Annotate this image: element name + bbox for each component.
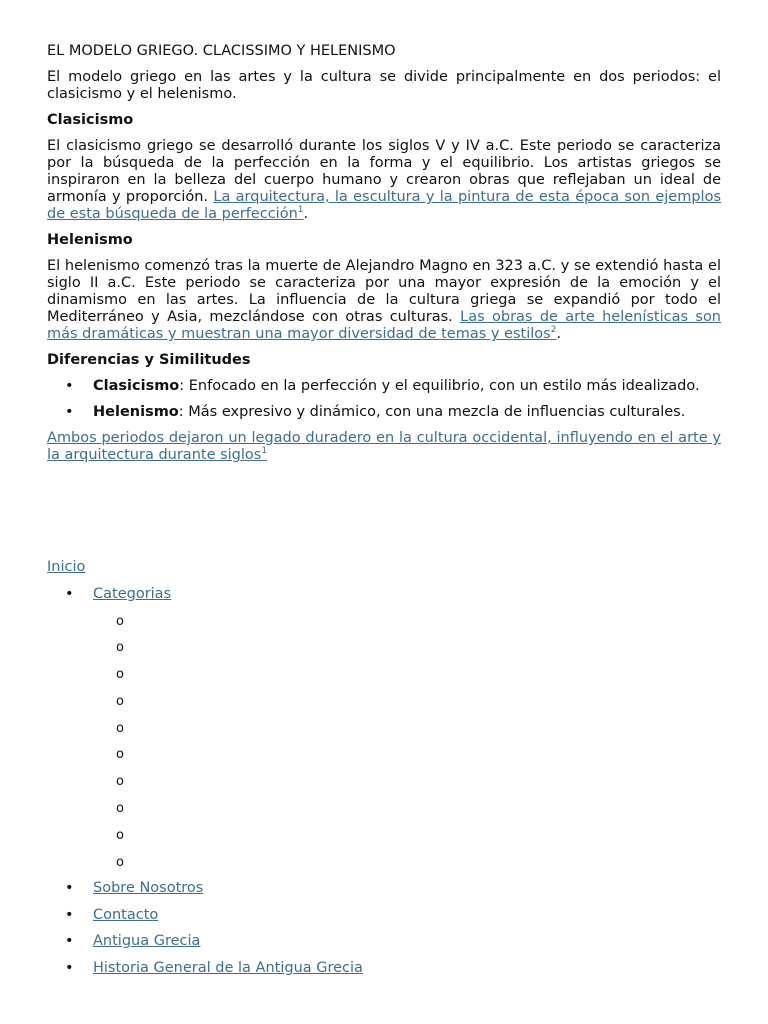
list-item [47,378,721,395]
sublist-item [93,613,721,630]
section-text: El clasicismo griego se desarrolló durante los siglos V y IV a.C. Este periodo se caracteriza por la búsqueda de la perfección en la forma y el equilibrio. Los artistas griegos se inspiraron en la belleza del cuerpo humano y crearon obras que reflejaban un ideal de armonía y proporción. [47,138,721,205]
list-item [47,404,721,421]
sublist-item [93,666,721,683]
list-item-desc: : Enfocado en la perfección y el equilibrio, con un estilo más idealizado. [179,378,700,394]
footnote-marker[interactable]: 2 [550,325,557,336]
circle-bullet-icon: o [116,613,124,629]
sublist-item [93,827,721,844]
bullet-icon: • [65,959,74,976]
nav-item-sobre-nosotros [47,880,721,897]
intro-paragraph: El modelo griego en las artes y la cultura se divide principalmente en dos periodos: el clasicismo y el helenismo. [47,69,721,102]
sublist-item [93,800,721,817]
reference-link-text: La arquitectura, la escultura y la pintura de esta época son ejemplos de esta búsqueda de la perfección [47,189,722,222]
nav-list [47,586,721,977]
sublist-item [93,746,721,763]
list-item-term: Clasicismo [93,378,180,394]
bullet-icon: • [65,906,74,923]
nav-item-categorias [47,586,721,871]
circle-bullet-icon: o [116,720,124,736]
list-item-term: Helenismo [93,404,179,420]
circle-bullet-icon: o [116,667,124,683]
reference-link-text: Las obras de arte helenísticas son más dramáticas y muestran una mayor diversidad de temas y estilos [47,309,721,342]
sublist-item [93,854,721,871]
circle-bullet-icon: o [116,693,124,709]
section-heading-clasicismo: Clasicismo [47,112,134,128]
nav-item-contacto [47,907,721,924]
nav-link-antigua-grecia[interactable]: Antigua Grecia [93,933,201,950]
document-title: EL MODELO GRIEGO. CLACISSIMO Y HELENISMO [47,43,396,59]
closing-link[interactable] [47,430,721,463]
circle-bullet-icon: o [116,774,124,790]
section-heading-diferencias: Diferencias y Similitudes [47,352,251,368]
bullet-icon: • [65,378,74,394]
nav-item-historia-general [47,960,721,977]
section-paragraph-clasicismo [47,138,721,223]
nav-link-historia-general[interactable]: Historia General de la Antigua Grecia [93,959,363,976]
nav-link-categorias[interactable]: Categorias [93,586,172,602]
sublist-item [93,639,721,656]
sentence-end: . [556,326,562,342]
nav-item-antigua-grecia [47,933,721,950]
section-heading-helenismo: Helenismo [47,232,133,248]
closing-paragraph [47,430,721,464]
site-navigation [47,559,721,986]
sublist-item [93,720,721,737]
bullet-icon: • [65,404,74,420]
bullet-icon: • [65,933,74,950]
nav-link-contacto[interactable]: Contacto [93,906,159,923]
nav-link-inicio[interactable]: Inicio [47,559,86,575]
section-text: El helenismo comenzó tras la muerte de Alejandro Magno en 323 a.C. y se extendió hasta el siglo II a.C. Este periodo se caracteriza por una mayor expresión de la emoción y el dinamismo en las artes. La influencia de la cultura griega se expandió por todo el Mediterráneo y Asia, mezclándose con otras culturas. [47,258,721,325]
differences-list [47,378,721,421]
circle-bullet-icon: o [116,640,124,656]
circle-bullet-icon: o [116,827,124,843]
circle-bullet-icon: o [116,854,124,870]
bullet-icon: • [65,586,74,602]
closing-link-text: Ambos periodos dejaron un legado duradero en la cultura occidental, influyendo en el arte y la arquitectura durante siglos [47,430,721,463]
list-item-desc: : Más expresivo y dinámico, con una mezcla de influencias culturales. [178,404,686,420]
bullet-icon: • [65,880,74,897]
footnote-marker[interactable]: 1 [297,205,304,216]
circle-bullet-icon: o [116,801,124,817]
sentence-end: . [303,206,309,222]
footnote-marker[interactable]: 1 [261,446,268,457]
sublist-item [93,693,721,710]
categories-sublist [93,613,721,871]
circle-bullet-icon: o [116,747,124,763]
section-paragraph-helenismo [47,258,721,343]
sublist-item [93,773,721,790]
nav-link-sobre-nosotros[interactable]: Sobre Nosotros [93,880,204,897]
